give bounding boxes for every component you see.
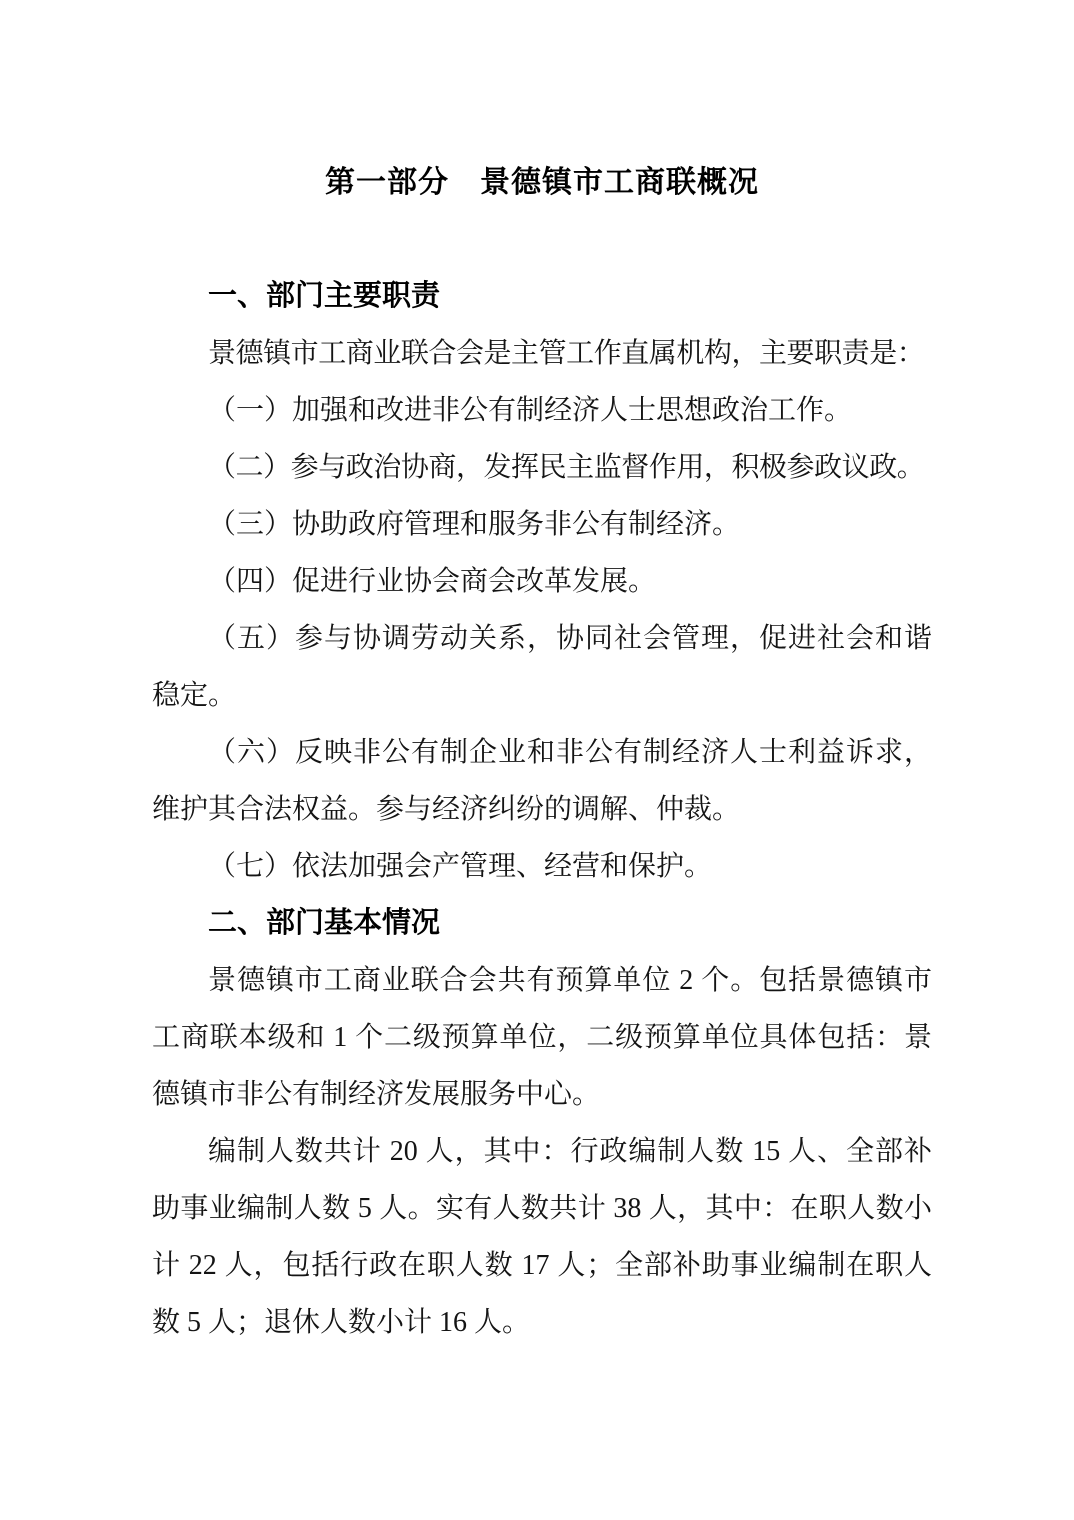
duty-item-7: （七）依法加强会产管理、经营和保护。 [208,851,713,882]
staffing-numbers-paragraph: 编制人数共计 20 人，其中：行政编制人数 15 人、全部补助事业编制人数 5 人。实有人数共计 38 人，其中：在职人数小计 22 人，包括行政在职人数 17 人；全部补助事业编制在职人数 5 人；退休人数小计 16 人。 [152,1136,932,1338]
section-1-intro-paragraph: 景德镇市工商业联合会是主管工作直属机构，主要职责是： [208,338,925,369]
budget-units-paragraph: 景德镇市工商业联合会共有预算单位 2 个。包括景德镇市工商联本级和 1 个二级预算单位，二级预算单位具体包括：景德镇市非公有制经济发展服务中心。 [152,965,932,1110]
duty-item-2: （二）参与政治协商，发挥民主监督作用，积极参政议政。 [208,452,925,483]
duty-item-4: （四）促进行业协会商会改革发展。 [208,566,657,597]
section-2-heading: 二、部门基本情况 [208,907,441,939]
duty-item-3: （三）协助政府管理和服务非公有制经济。 [208,509,741,540]
duty-item-5: （五）参与协调劳动关系，协同社会管理，促进社会和谐稳定。 [152,623,932,711]
duty-item-1: （一）加强和改进非公有制经济人士思想政治工作。 [208,395,853,426]
document-title: 第一部分 景德镇市工商联概况 [325,166,759,199]
section-1-heading: 一、部门主要职责 [208,280,441,312]
duty-item-6: （六）反映非公有制企业和非公有制经济人士利益诉求，维护其合法权益。参与经济纠纷的调解、仲裁。 [152,737,932,825]
